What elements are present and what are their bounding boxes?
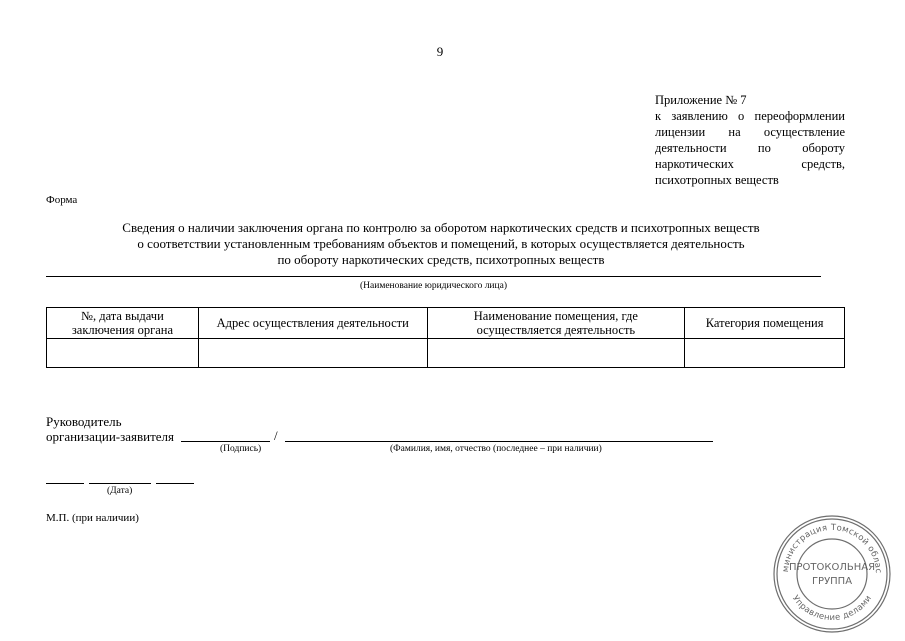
appendix-line: лицензии на осуществление — [655, 125, 845, 139]
signature-caption: (Подпись) — [220, 444, 262, 454]
form-label: Форма — [46, 194, 78, 206]
appendix-line: наркотических средств, — [655, 157, 845, 171]
stamp-ring-top: министрация Томской облас — [780, 522, 884, 574]
appendix-line: Приложение № 7 — [655, 93, 747, 107]
org-name-caption: (Наименование юридического лица) — [360, 281, 507, 291]
appendix-note — [655, 92, 845, 188]
appendix-line: деятельности по обороту — [655, 141, 845, 155]
head-label — [46, 414, 174, 444]
table-cell — [427, 339, 685, 368]
table-header-row — [47, 308, 845, 339]
date-line-day — [46, 483, 84, 484]
head-label-line: организации-заявителя — [46, 429, 175, 444]
table-header-cell: №, дата выдачи заключения органа — [47, 308, 199, 339]
stamp-seal-icon — [770, 512, 894, 636]
appendix-line: психотропных веществ — [655, 173, 779, 187]
organization-stamp — [770, 512, 894, 641]
full-name-caption: (Фамилия, имя, отчество (последнее – при наличии) — [390, 444, 602, 454]
signature-line — [181, 441, 270, 442]
info-table — [46, 307, 845, 368]
table-header-cell: Адрес осуществления деятельности — [198, 308, 427, 339]
org-name-line — [46, 276, 821, 277]
stamp-ring-bottom: Управление делами — [789, 593, 875, 624]
table-cell — [685, 339, 845, 368]
table-header-cell: Наименование помещения, где осуществляется деятельность — [427, 308, 685, 339]
svg-text:Управление делами — [790, 594, 874, 623]
stamp-center-line: ПРОТОКОЛЬНАЯ — [788, 562, 876, 573]
stamp-center-line: ГРУППА — [811, 576, 853, 587]
full-name-line — [285, 441, 713, 442]
title-line: Сведения о наличии заключения органа по контролю за оборотом наркотических средств и психотропных веществ — [122, 220, 760, 235]
table-row — [47, 339, 845, 368]
head-label-line: Руководитель — [46, 414, 122, 429]
title-line: о соответствии установленным требованиям объектов и помещений, в которых осуществляется деятельность — [137, 236, 745, 251]
appendix-line: к заявлению о переоформлении — [655, 109, 845, 123]
date-line-month — [89, 483, 151, 484]
title-line: по обороту наркотических средств, психотропных веществ — [277, 252, 605, 267]
date-line-year — [156, 483, 194, 484]
date-caption: (Дата) — [107, 486, 133, 496]
table-cell — [47, 339, 199, 368]
table-cell — [198, 339, 427, 368]
seal-place-label: М.П. (при наличии) — [46, 512, 139, 524]
page-number: 9 — [436, 44, 444, 59]
table-header-cell: Категория помещения — [685, 308, 845, 339]
document-title — [46, 220, 836, 268]
signature-separator: / — [274, 428, 278, 443]
